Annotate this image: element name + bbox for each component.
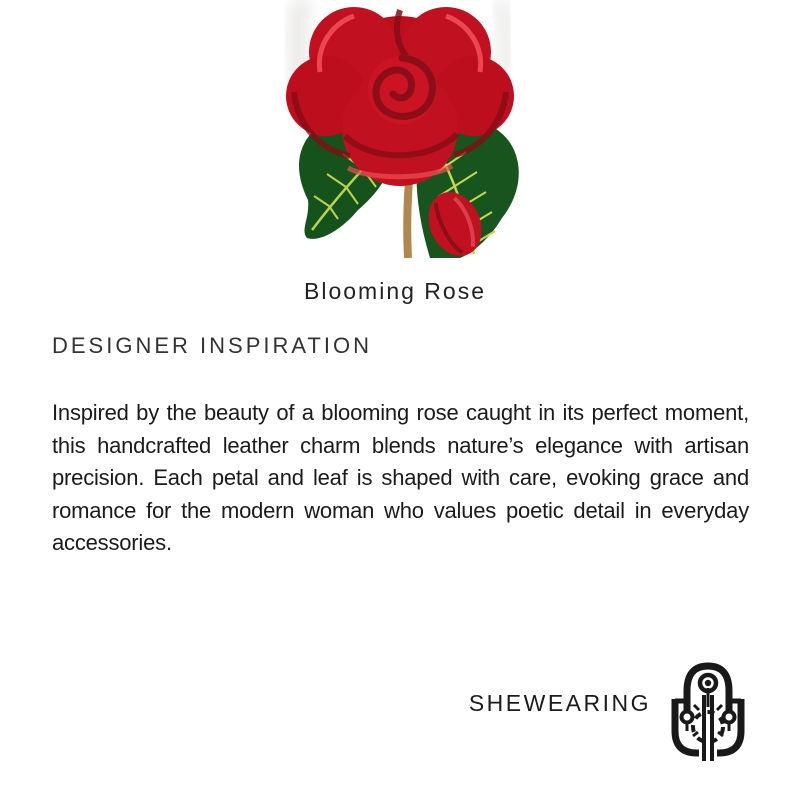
brand-name: SHEWEARING — [468, 689, 651, 716]
section-heading: DESIGNER INSPIRATION — [52, 333, 372, 358]
inspiration-paragraph: Inspired by the beauty of a blooming rose caught in its perfect moment, this handcrafted leather charm blends nature’s elegance with artisan precision. Each petal and leaf is shaped with care, evoking grace and romance for the modern woman who values poetic detail in everyday accessories. — [52, 400, 749, 555]
shewearing-emblem-icon — [666, 655, 750, 767]
brand-footer — [469, 654, 750, 768]
product-photo — [250, 0, 550, 258]
photo-caption: Blooming Rose — [304, 278, 486, 304]
rose-illustration — [250, 0, 550, 258]
